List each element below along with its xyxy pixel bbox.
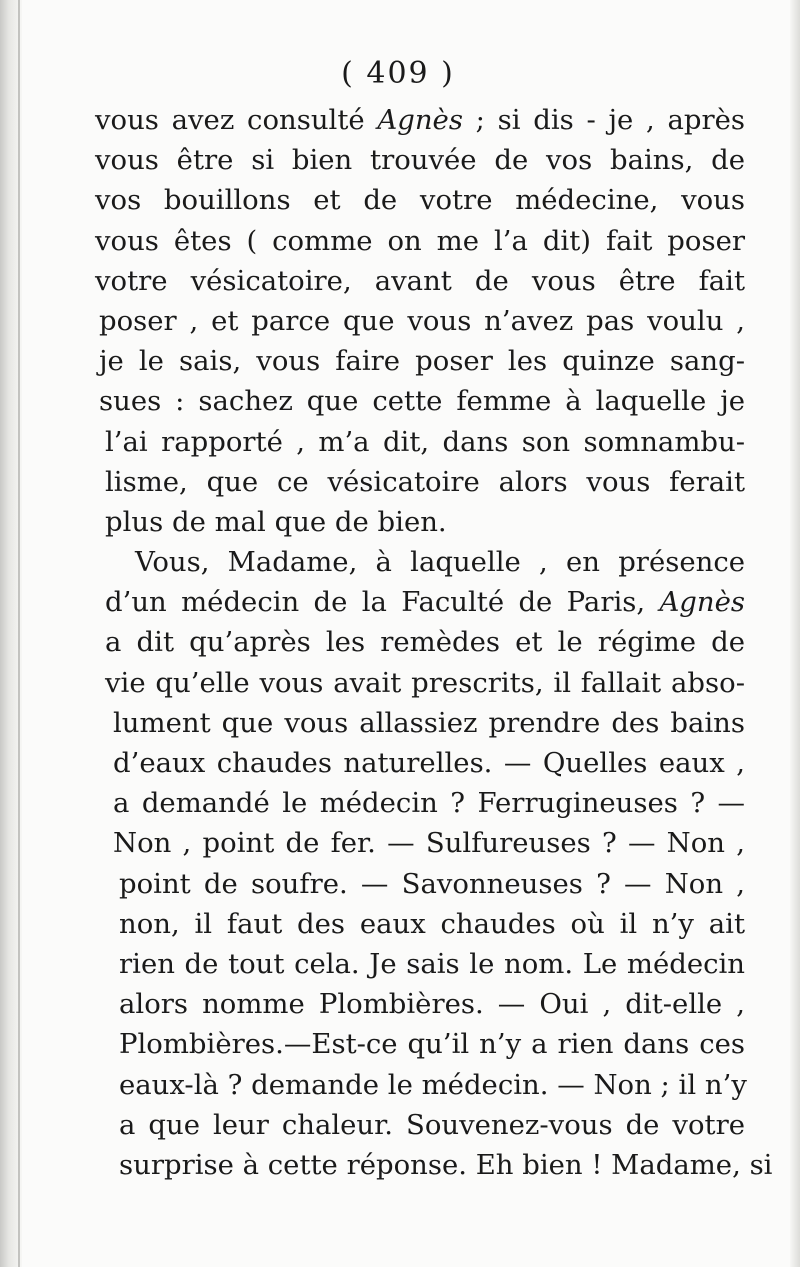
text-line: d’eaux chaudes naturelles. — Quelles eaux , xyxy=(113,747,745,779)
text-line: rien de tout cela. Je sais le nom. Le médecin xyxy=(119,947,745,980)
text-line: sues : sachez que cette femme à laquelle je xyxy=(99,385,745,418)
italic-name: Agnès xyxy=(659,586,745,619)
body-text xyxy=(95,100,773,1185)
page-gutter-line xyxy=(18,0,20,1267)
text-line: Non , point de fer. — Sulfureuses ? — Non , xyxy=(113,827,745,860)
text-line: l’ai rapporté , m’a dit, dans son somnambu- xyxy=(105,425,745,458)
text-line: vous avez consulté Agnès ; si dis - je , après xyxy=(95,104,745,136)
text-line: vous être si bien trouvée de vos bains, de xyxy=(95,144,745,177)
page-number xyxy=(0,56,800,91)
text-line: eaux-là ? demande le médecin. — Non ; il n’y xyxy=(119,1068,747,1101)
text-line: vos bouillons et de votre médecine, vous xyxy=(95,184,745,217)
text-line: surprise à cette réponse. Eh bien ! Madame, si xyxy=(119,1148,773,1181)
italic-name: Agnès xyxy=(377,104,463,136)
text-line: lisme, que ce vésicatoire alors vous ferait xyxy=(105,465,745,498)
text-line: non, il faut des eaux chaudes où il n’y ait xyxy=(119,907,745,940)
text-line: plus de mal que de bien. xyxy=(105,505,447,538)
text-line: lument que vous allassiez prendre des bains xyxy=(113,706,745,739)
text-line: je le sais, vous faire poser les quinze sang- xyxy=(99,345,745,378)
text-line: vie qu’elle vous avait prescrits, il fallait abso- xyxy=(105,666,745,699)
page-right-edge xyxy=(790,0,800,1267)
text-line: d’un médecin de la Faculté de Paris, Agnès xyxy=(105,586,745,619)
text-line: a que leur chaleur. Souvenez-vous de votre xyxy=(119,1108,745,1141)
text-line: point de soufre. — Savonneuses ? — Non , xyxy=(119,867,745,900)
text-line: Plombières.—Est-ce qu’il n’y a rien dans ces xyxy=(119,1028,745,1061)
text-line: alors nomme Plombières. — Oui , dit-elle , xyxy=(119,988,745,1021)
text-line: a demandé le médecin ? Ferrugineuses ? — xyxy=(113,787,745,820)
text-line: votre vésicatoire, avant de vous être fait xyxy=(95,264,745,297)
text-line: a dit qu’après les remèdes et le régime de xyxy=(105,626,745,659)
page-number-text: ( 409 ) xyxy=(341,56,455,91)
text-line: poser , et parce que vous n’avez pas voulu , xyxy=(99,304,745,337)
paragraph-start-line: Vous, Madame, à laquelle , en présence xyxy=(135,546,745,579)
text-line: vous êtes ( comme on me l’a dit) fait poser xyxy=(95,224,745,257)
